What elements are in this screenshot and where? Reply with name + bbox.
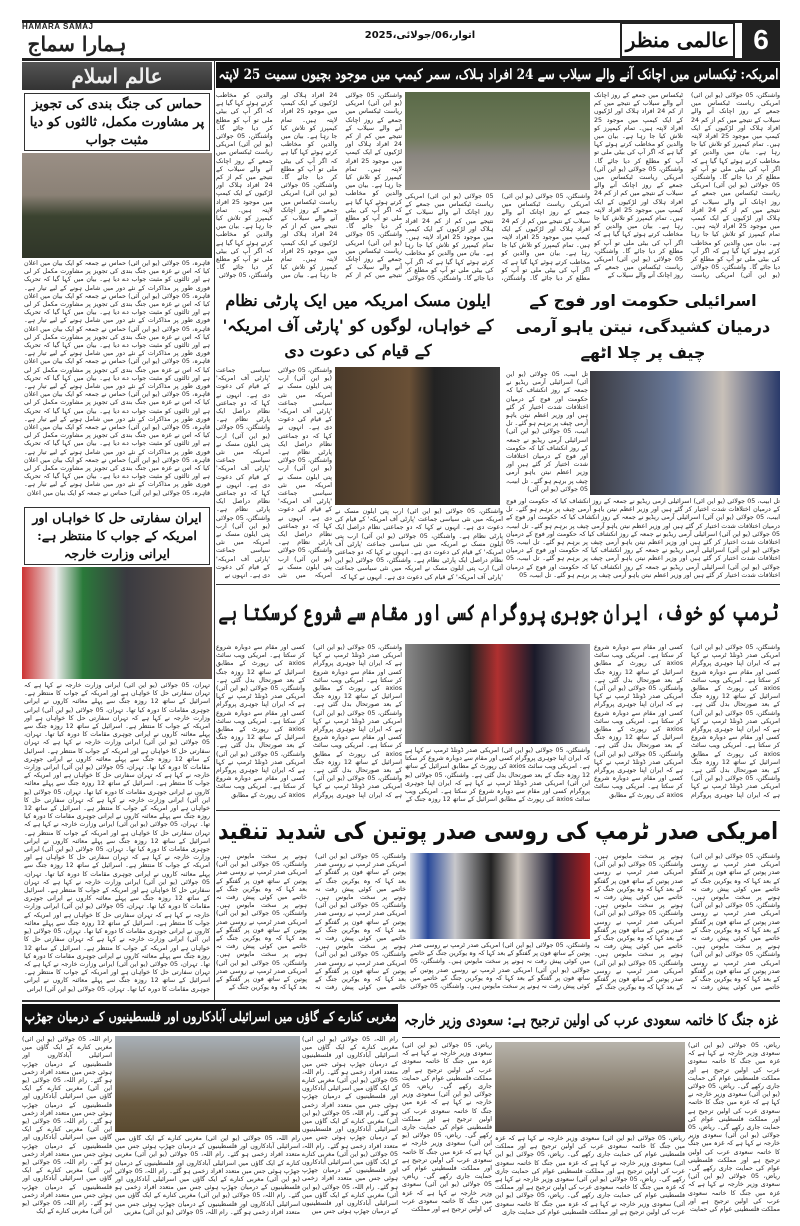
musk-article-body-left: واشنگٹن، 05 جولائی (یو این آئی) ارب پتی ایلون مسک نے امریکہ میں نئی سیاسی جماعت 'پارٹی آف امریکہ' کے قیام کی دعوت دی ہے۔ انہوں نے کہا کہ دو جماعتی نظام دراصل ایک پارٹی نظام ہے۔ واشنگٹن، 05 جولائی (یو این آئی) ارب پتی ایلون مسک نے امریکہ میں نئی سیاسی جماعت 'پارٹی آف امریکہ' کے قیام کی دعوت دی ہے۔ انہوں نے کہا کہ دو جماعتی نظام دراصل ایک پارٹی نظام ہے۔ واشنگٹن، 05 جولائی (یو این آئی) ارب پتی ایلون مسک نے امریکہ میں نئی سیاسی جماعت 'پارٹی آف امریکہ' کے قیام کی دعوت دی ہے۔ انہوں نے کہا کہ دو جماعتی نظام دراصل ایک پارٹی نظام ہے۔ واشنگٹن، 05 جولائی (یو این آئی) ارب پتی ایلون مسک نے امریکہ میں نئی سیاسی جماعت 'پارٹی آف امریکہ' کے قیام کی دعوت دی ہے۔ انہوں نے کہا کہ دو جماعتی نظام دراصل ایک پارٹی نظام ہے۔ واشنگٹن، 05 جولائی (یو این آئی) ارب پتی ایلون مسک نے امریکہ میں نئی سیاسی جماعت 'پارٹی آف امریکہ' کے قیام کی دعوت دی ہے۔ انہوں نے	[216, 367, 332, 580]
putin-criticism-headline: امریکی صدر ٹرمپ کی روسی صدر پوتین کی شدید تنقید	[218, 817, 779, 845]
putin-body-right: واشنگٹن، 05 جولائی (یو این آئی) امریکی صدر ٹرمپ نے روسی صدر پوتین کے ساتھ فون پر گفتگو کے بعد کہا کہ وہ یوکرین جنگ کے خاتمے میں کوئی پیش رفت نہ ہونے پر سخت مایوس ہیں۔ واشنگٹن، 05 جولائی (یو این آئی) امریکی صدر ٹرمپ نے روسی صدر پوتین کے ساتھ فون پر گفتگو کے بعد کہا کہ وہ یوکرین جنگ کے خاتمے میں کوئی پیش رفت نہ ہونے پر سخت مایوس ہیں۔ واشنگٹن، 05 جولائی (یو این آئی) امریکی صدر ٹرمپ نے روسی صدر پوتین کے ساتھ فون پر گفتگو کے بعد کہا کہ وہ یوکرین جنگ کے خاتمے میں کوئی پیش رفت نہ ہونے پر سخت مایوس ہیں۔ واشنگٹن، 05 جولائی (یو این آئی) امریکی صدر ٹرمپ نے روسی صدر پوتین کے ساتھ فون پر گفتگو کے بعد کہا کہ وہ یوکرین جنگ کے خاتمے میں کوئی پیش رفت نہ ہونے پر سخت مایوس ہیں۔ واشنگٹن، 05 جولائی (یو این آئی) امریکی صدر ٹرمپ نے روسی صدر پوتین کے ساتھ فون پر گفتگو کے بعد کہا کہ وہ یوکرین جنگ کے خاتمے میں کوئی پیش رفت نہ ہونے پر سخت مایوس ہیں۔ واشنگٹن، 05 جولائی (یو این آئی) امریکی صدر ٹرمپ نے روسی صدر پوتین کے ساتھ فون پر گفتگو کے بعد کہا کہ وہ یوکرین جنگ کے	[594, 853, 780, 992]
trump-press-photo	[405, 644, 590, 744]
israel-article-body-side: تل ابیب، 05 جولائی (یو این آئی) اسرائیلی آرمی ریڈیو نے جمعہ کے روز انکشاف کیا کہ حکومت اور فوج کے درمیان اختلافات شدت اختیار کر گئے ہیں اور وزیر اعظم نیتن یاہو آرمی چیف پر برہم ہو گئے۔ تل ابیب، 05 جولائی (یو این آئی) اسرائیلی آرمی ریڈیو نے جمعہ کے روز انکشاف کیا کہ حکومت اور فوج کے درمیان اختلافات شدت اختیار کر گئے ہیں اور وزیر اعظم نیتن یاہو آرمی چیف پر برہم ہو گئے۔ تل ابیب، 05 جولائی (یو این آئی)	[506, 371, 588, 493]
masthead-logo	[22, 22, 132, 58]
west-bank-body-right: رام اللہ، 05 جولائی (یو این آئی) مغربی کنارے کے ایک گاؤں میں اسرائیلی آبادکاروں اور فلسطینیوں کے درمیان جھڑپ ہوئی جس میں متعدد افراد زخمی ہو گئے۔ رام اللہ، 05 جولائی (یو این آئی) مغربی کنارے کے ایک گاؤں میں اسرائیلی آبادکاروں اور فلسطینیوں کے درمیان جھڑپ ہوئی جس میں متعدد افراد زخمی ہو گئے۔ رام اللہ، 05 جولائی (یو این آئی) مغربی کنارے کے ایک گاؤں میں اسرائیلی آبادکاروں اور فلسطینیوں کے درمیان جھڑپ ہوئی جس میں متعدد افراد زخمی ہو گئے۔ رام اللہ، 05 جولائی (یو این آئی) مغربی کنارے کے ایک گاؤں میں اسرائیلی آبادکاروں اور فلسطینیوں کے درمیان جھڑپ ہوئی جس میں متعدد افراد زخمی ہو گئے۔ رام اللہ، 05 جولائی (یو این آئی) مغربی کنارے کے ایک گاؤں میں اسرائیلی آبادکاروں اور فلسطینیوں کے درمیان جھڑپ ہوئی جس میں	[302, 1036, 398, 1216]
logo-urdu: ہمارا سماج	[27, 32, 127, 56]
saudi-body-left: ریاض، 05 جولائی (یو این آئی) سعودی وزیر خارجہ نے کہا ہے کہ غزہ میں جنگ کا خاتمہ سعودی عرب کی اولین ترجیح ہے اور مملکت فلسطینی عوام کی حمایت جاری رکھے گی۔ ریاض، 05 جولائی (یو این آئی) سعودی وزیر خارجہ نے کہا ہے کہ غزہ میں جنگ کا خاتمہ سعودی عرب کی اولین ترجیح ہے اور مملکت فلسطینی عوام کی حمایت جاری رکھے گی۔ ریاض، 05 جولائی (یو این آئی) سعودی وزیر خارجہ نے کہا ہے کہ غزہ میں جنگ کا خاتمہ سعودی عرب کی اولین ترجیح ہے اور مملکت فلسطینی عوام کی حمایت جاری رکھے گی۔ ریاض، 05 جولائی (یو این آئی) سعودی وزیر خارجہ نے کہا ہے کہ غزہ میں جنگ کا خاتمہ سعودی عرب کی اولین ترجیح ہے اور مملکت	[402, 1042, 492, 1214]
saudi-gaza-headline: غزہ جنگ کا خاتمہ سعودی عرب کی اولین ترجیح ہے: سعودی وزیر خارجہ	[404, 1011, 778, 1029]
west-bank-headline: مغربی کنارے کے گاؤں میں اسرائیلی آبادکاروں اور فلسطینیوں کے درمیان جھڑپ	[24, 1010, 397, 1025]
saudi-body-right: ریاض، 05 جولائی (یو این آئی) سعودی وزیر خارجہ نے کہا ہے کہ غزہ میں جنگ کا خاتمہ سعودی عرب کی اولین ترجیح ہے اور مملکت فلسطینی عوام کی حمایت جاری رکھے گی۔ ریاض، 05 جولائی (یو این آئی) سعودی وزیر خارجہ نے کہا ہے کہ غزہ میں جنگ کا خاتمہ سعودی عرب کی اولین ترجیح ہے اور مملکت فلسطینی عوام کی حمایت جاری رکھے گی۔ ریاض، 05 جولائی (یو این آئی) سعودی وزیر خارجہ نے کہا ہے کہ غزہ میں جنگ کا خاتمہ سعودی عرب کی اولین ترجیح ہے اور مملکت فلسطینی عوام کی حمایت جاری رکھے گی۔ ریاض، 05 جولائی (یو این آئی) سعودی وزیر خارجہ نے کہا ہے کہ غزہ میں جنگ کا خاتمہ سعودی عرب کی اولین ترجیح ہے اور مملکت فلسطینی عوام کی حمایت	[688, 1042, 780, 1214]
musk-photo	[335, 367, 500, 505]
iran-diplomacy-headline: ایران سفارتی حل کا خواہاں اور امریکہ کے جواب کا منتظر ہے: ایرانی وزارت خارجہ	[24, 507, 210, 565]
flood-rescue-photo	[405, 92, 590, 190]
gaza-crowd-photo	[495, 1042, 685, 1132]
putin-headline-box	[216, 812, 780, 850]
section-title: عالمی منظر	[620, 22, 735, 58]
israel-article-body: تل ابیب، 05 جولائی (یو این آئی) اسرائیلی آرمی ریڈیو نے جمعہ کے روز انکشاف کیا کہ حکومت اور فوج کے درمیان اختلافات شدت اختیار کر گئے ہیں اور وزیر اعظم نیتن یاہو آرمی چیف پر برہم ہو گئے۔ تل ابیب، 05 جولائی (یو این آئی) اسرائیلی آرمی ریڈیو نے جمعہ کے روز انکشاف کیا کہ حکومت اور فوج کے درمیان اختلافات شدت اختیار کر گئے ہیں اور وزیر اعظم نیتن یاہو آرمی چیف پر برہم ہو گئے۔ تل ابیب، 05 جولائی (یو این آئی) اسرائیلی آرمی ریڈیو نے جمعہ کے روز انکشاف کیا کہ حکومت اور فوج کے درمیان اختلافات شدت اختیار کر گئے ہیں اور وزیر اعظم نیتن یاہو آرمی چیف پر برہم ہو گئے۔ تل ابیب، 05 جولائی (یو این آئی) اسرائیلی آرمی ریڈیو نے جمعہ کے روز انکشاف کیا کہ حکومت اور فوج کے درمیان اختلافات شدت اختیار کر گئے ہیں اور وزیر اعظم نیتن یاہو آرمی چیف پر برہم ہو گئے۔ تل ابیب، 05 جولائی (یو این آئی) اسرائیلی آرمی ریڈیو نے جمعہ کے روز انکشاف کیا کہ حکومت اور فوج کے درمیان اختلافات شدت اختیار کر گئے ہیں اور وزیر اعظم نیتن یاہو آرمی چیف پر برہم ہو گئے۔ تل ابیب، 05	[506, 498, 780, 579]
texas-flood-body-middle: واشنگٹن، 05 جولائی (یو این آئی) امریکی ریاست ٹیکساس میں جمعے کے روز اچانک آنے والے سیلاب کے نتیجے میں کم از کم 24 افراد ہلاک اور لڑکیوں کے ایک کیمپ میں موجود 25 افراد لاپتہ ہیں۔ تمام کیمپرز کو تلاش کیا جا رہا ہے۔ بیان میں والدین کو مخاطب کرتے ہوئے کہا گیا ہے کہ اگر آپ کی بیٹی ملی تو آپ کو مطلع کر دیا جائے گا۔ واشنگٹن، 05 جولائی (یو این آئی) امریکی ریاست ٹیکساس میں جمعے کے روز اچانک آنے والے سیلاب کے نتیجے میں کم از کم 24 افراد ہلاک اور لڑکیوں کے ایک کیمپ میں موجود 25 افراد لاپتہ ہیں۔ تمام کیمپرز کو تلاش کیا جا رہا ہے۔ بیان میں والدین کو مخاطب کرتے ہوئے کہا گیا ہے کہ اگر آپ کی بیٹی ملی تو آپ کو مطلع کر دیا جائے گا۔ واشنگٹن، 05 جولائی	[405, 193, 590, 283]
iran-nuclear-body-left: واشنگٹن، 05 جولائی (یو این آئی) امریکی صدر ڈونلڈ ٹرمپ نے کہا ہے کہ ایران اپنا جوہری پروگرام کسی اور مقام سے دوبارہ شروع کر سکتا ہے۔ امریکی ویب سائٹ axios کی رپورٹ کے مطابق اسرائیل کے ساتھ 12 روزہ جنگ کے بعد صورتحال بدل گئی ہے۔ واشنگٹن، 05 جولائی (یو این آئی) امریکی صدر ڈونلڈ ٹرمپ نے کہا ہے کہ ایران اپنا جوہری پروگرام کسی اور مقام سے دوبارہ شروع کر سکتا ہے۔ امریکی ویب سائٹ axios کی رپورٹ کے مطابق اسرائیل کے ساتھ 12 روزہ جنگ کے بعد صورتحال بدل گئی ہے۔ واشنگٹن، 05 جولائی (یو این آئی) امریکی صدر ڈونلڈ ٹرمپ نے کہا ہے کہ ایران اپنا جوہری پروگرام کسی اور مقام سے دوبارہ شروع کر سکتا ہے۔ امریکی ویب سائٹ axios کی رپورٹ کے مطابق اسرائیل کے ساتھ 12 روزہ جنگ کے بعد صورتحال بدل گئی ہے۔ واشنگٹن، 05 جولائی (یو این آئی) امریکی صدر ڈونلڈ ٹرمپ نے کہا ہے کہ ایران اپنا جوہری پروگرام کسی اور مقام سے دوبارہ شروع کر سکتا ہے۔ امریکی ویب سائٹ axios کی رپورٹ کے مطابق اسرائیل کے ساتھ 12 روزہ جنگ کے بعد صورتحال بدل گئی ہے۔ واشنگٹن، 05 جولائی (یو این آئی) امریکی صدر ڈونلڈ ٹرمپ نے کہا ہے کہ ایران اپنا جوہری پروگرام کسی اور مقام سے دوبارہ شروع کر سکتا ہے۔ امریکی ویب سائٹ axios کی رپورٹ کے مطابق	[216, 644, 402, 799]
west-bank-body-left: رام اللہ، 05 جولائی (یو این آئی) مغربی کنارے کے ایک گاؤں میں اسرائیلی آبادکاروں اور فلسطینیوں کے درمیان جھڑپ ہوئی جس میں متعدد افراد زخمی ہو گئے۔ رام اللہ، 05 جولائی (یو این آئی) مغربی کنارے کے ایک گاؤں میں اسرائیلی آبادکاروں اور فلسطینیوں کے درمیان جھڑپ ہوئی جس میں متعدد افراد زخمی ہو گئے۔ رام اللہ، 05 جولائی (یو این آئی) مغربی کنارے کے ایک گاؤں میں اسرائیلی آبادکاروں اور فلسطینیوں کے درمیان جھڑپ ہوئی جس میں متعدد افراد زخمی ہو گئے۔ رام اللہ، 05 جولائی (یو این آئی) مغربی کنارے کے ایک گاؤں میں اسرائیلی آبادکاروں اور فلسطینیوں کے درمیان جھڑپ ہوئی جس میں متعدد افراد زخمی ہو گئے۔ رام اللہ، 05 جولائی (یو این آئی) مغربی کنارے کے ایک	[22, 1036, 112, 1216]
putin-body-left: واشنگٹن، 05 جولائی (یو این آئی) امریکی صدر ٹرمپ نے روسی صدر پوتین کے ساتھ فون پر گفتگو کے بعد کہا کہ وہ یوکرین جنگ کے خاتمے میں کوئی پیش رفت نہ ہونے پر سخت مایوس ہیں۔ واشنگٹن، 05 جولائی (یو این آئی) امریکی صدر ٹرمپ نے روسی صدر پوتین کے ساتھ فون پر گفتگو کے بعد کہا کہ وہ یوکرین جنگ کے خاتمے میں کوئی پیش رفت نہ ہونے پر سخت مایوس ہیں۔ واشنگٹن، 05 جولائی (یو این آئی) امریکی صدر ٹرمپ نے روسی صدر پوتین کے ساتھ فون پر گفتگو کے بعد کہا کہ وہ یوکرین جنگ کے خاتمے میں کوئی پیش رفت نہ ہونے پر سخت مایوس ہیں۔ واشنگٹن، 05 جولائی (یو این آئی) امریکی صدر ٹرمپ نے روسی صدر پوتین کے ساتھ فون پر گفتگو کے بعد کہا کہ وہ یوکرین جنگ کے خاتمے میں کوئی پیش رفت نہ ہونے پر سخت مایوس ہیں۔ واشنگٹن، 05 جولائی (یو این آئی) امریکی صدر ٹرمپ نے روسی صدر پوتین کے ساتھ فون پر گفتگو کے بعد کہا کہ وہ یوکرین جنگ کے خاتمے میں کوئی پیش رفت نہ ہونے پر سخت مایوس ہیں۔ واشنگٹن، 05 جولائی (یو این آئی) امریکی صدر ٹرمپ نے روسی صدر پوتین کے ساتھ فون پر گفتگو کے بعد کہا کہ وہ یوکرین جنگ کے	[216, 853, 406, 992]
iran-diplomacy-article-body: تہران، 05 جولائی (یو این آئی) ایرانی وزارت خارجہ نے کہا ہے کہ تہران سفارتی حل کا خواہاں ہے اور امریکہ کے جواب کا منتظر ہے۔ اسرائیل کے ساتھ 12 روزہ جنگ سے پہلے معائنہ کاروں نے ایرانی جوہری مقامات کا دورہ کیا تھا۔ تہران، 05 جولائی (یو این آئی) ایرانی وزارت خارجہ نے کہا ہے کہ تہران سفارتی حل کا خواہاں ہے اور امریکہ کے جواب کا منتظر ہے۔ اسرائیل کے ساتھ 12 روزہ جنگ سے پہلے معائنہ کاروں نے ایرانی جوہری مقامات کا دورہ کیا تھا۔ تہران، 05 جولائی (یو این آئی) ایرانی وزارت خارجہ نے کہا ہے کہ تہران سفارتی حل کا خواہاں ہے اور امریکہ کے جواب کا منتظر ہے۔ اسرائیل کے ساتھ 12 روزہ جنگ سے پہلے معائنہ کاروں نے ایرانی جوہری مقامات کا دورہ کیا تھا۔ تہران، 05 جولائی (یو این آئی) ایرانی وزارت خارجہ نے کہا ہے کہ تہران سفارتی حل کا خواہاں ہے اور امریکہ کے جواب کا منتظر ہے۔ اسرائیل کے ساتھ 12 روزہ جنگ سے پہلے معائنہ کاروں نے ایرانی جوہری مقامات کا دورہ کیا تھا۔ تہران، 05 جولائی (یو این آئی) ایرانی وزارت خارجہ نے کہا ہے کہ تہران سفارتی حل کا خواہاں ہے اور امریکہ کے جواب کا منتظر ہے۔ اسرائیل کے ساتھ 12 روزہ جنگ سے پہلے معائنہ کاروں نے ایرانی جوہری مقامات کا دورہ کیا تھا۔ تہران، 05 جولائی (یو این آئی) ایرانی وزارت خارجہ نے کہا ہے کہ تہران سفارتی حل کا خواہاں ہے اور امریکہ کے جواب کا منتظر ہے۔ اسرائیل کے ساتھ 12 روزہ جنگ سے پہلے معائنہ کاروں نے ایرانی جوہری مقامات کا دورہ کیا تھا۔ تہران، 05 جولائی (یو این آئی) ایرانی وزارت خارجہ نے کہا ہے کہ تہران سفارتی حل کا خواہاں ہے اور امریکہ کے جواب کا منتظر ہے۔ اسرائیل کے ساتھ 12 روزہ جنگ سے پہلے معائنہ کاروں نے ایرانی جوہری مقامات کا دورہ کیا تھا۔ تہران، 05 جولائی (یو این آئی) ایرانی وزارت خارجہ نے کہا ہے کہ تہران سفارتی حل کا خواہاں ہے اور امریکہ کے جواب کا منتظر ہے۔ اسرائیل کے ساتھ 12 روزہ جنگ سے پہلے معائنہ کاروں نے ایرانی جوہری مقامات کا دورہ کیا تھا۔ تہران، 05 جولائی (یو این آئی) ایرانی وزارت خارجہ نے کہا ہے کہ تہران سفارتی حل کا خواہاں ہے اور امریکہ کے جواب کا منتظر ہے۔ اسرائیل کے ساتھ 12 روزہ جنگ سے پہلے معائنہ کاروں نے ایرانی جوہری مقامات کا دورہ کیا تھا۔ تہران، 05 جولائی (یو این آئی) ایرانی وزارت خارجہ نے کہا ہے کہ تہران سفارتی حل کا خواہاں ہے اور امریکہ کے جواب کا منتظر ہے۔ اسرائیل کے ساتھ 12 روزہ جنگ سے پہلے معائنہ کاروں نے ایرانی جوہری مقامات کا دورہ کیا تھا۔ تہران، 05 جولائی (یو این آئی) ایرانی وزارت خارجہ نے کہا ہے کہ تہران سفارتی حل کا خواہاں ہے اور امریکہ کے جواب کا منتظر ہے۔ اسرائیل کے ساتھ 12 روزہ جنگ سے پہلے معائنہ کاروں نے ایرانی جوہری مقامات کا دورہ کیا تھا۔ تہران، 05 جولائی (یو این آئی) ایرانی	[24, 682, 210, 993]
saudi-gaza-headline-box	[402, 1004, 780, 1038]
trump-putin-photo	[410, 853, 590, 939]
iran-nuclear-headline: ٹرمپ کو خوف، ایران جوہری پروگرام کسی اور مقام سے شروع کرسکتا ہے	[218, 600, 779, 626]
saudi-body-middle: ریاض، 05 جولائی (یو این آئی) سعودی وزیر خارجہ نے کہا ہے کہ غزہ میں جنگ کا خاتمہ سعودی عرب کی اولین ترجیح ہے اور مملکت فلسطینی عوام کی حمایت جاری رکھے گی۔ ریاض، 05 جولائی (یو این آئی) سعودی وزیر خارجہ نے کہا ہے کہ غزہ میں جنگ کا خاتمہ سعودی عرب کی اولین ترجیح ہے اور مملکت فلسطینی عوام کی حمایت جاری رکھے گی۔ ریاض، 05 جولائی (یو این آئی) سعودی وزیر خارجہ نے کہا ہے کہ غزہ میں جنگ کا خاتمہ سعودی عرب کی اولین ترجیح ہے اور مملکت فلسطینی عوام کی حمایت جاری رکھے گی۔ ریاض، 05 جولائی (یو این آئی) سعودی وزیر خارجہ نے کہا ہے کہ غزہ میں جنگ کا خاتمہ سعودی عرب کی اولین ترجیح ہے اور مملکت فلسطینی عوام کی حمایت جاری	[495, 1135, 685, 1216]
west-bank-clash-photo	[115, 1036, 300, 1132]
section-divider	[216, 810, 780, 811]
west-bank-banner	[22, 1004, 398, 1032]
iran-nuclear-headline-box	[216, 588, 780, 638]
logo-english: HAMARA SAMAJ	[22, 22, 94, 31]
musk-headline: ایلون مسک امریکہ میں ایک پارٹی نظام کے خواہاں، لوگوں کو 'پارٹی آف امریکہ' کے قیام کی دعوت دی	[222, 291, 494, 360]
netanyahu-army-chief-photo	[590, 371, 780, 495]
header-bottom-rule	[22, 58, 780, 61]
section-divider	[22, 1000, 780, 1002]
texas-flood-body-left: واشنگٹن، 05 جولائی (یو این آئی) امریکی ریاست ٹیکساس میں جمعے کے روز اچانک آنے والے سیلاب کے نتیجے میں کم از کم 24 افراد ہلاک اور لڑکیوں کے ایک کیمپ میں موجود 25 افراد لاپتہ ہیں۔ تمام کیمپرز کو تلاش کیا جا رہا ہے۔ بیان میں والدین کو مخاطب کرتے ہوئے کہا گیا ہے کہ اگر آپ کی بیٹی ملی تو آپ کو مطلع کر دیا جائے گا۔ واشنگٹن، 05 جولائی (یو این آئی) امریکی ریاست ٹیکساس میں جمعے کے روز اچانک آنے والے سیلاب کے نتیجے میں کم از کم 24 افراد ہلاک اور لڑکیوں کے ایک کیمپ میں موجود 25 افراد لاپتہ ہیں۔ تمام کیمپرز کو تلاش کیا جا رہا ہے۔ بیان میں والدین کو مخاطب کرتے ہوئے کہا گیا ہے کہ اگر آپ کی بیٹی ملی تو آپ کو مطلع کر دیا جائے گا۔ واشنگٹن، 05 جولائی (یو این آئی) امریکی ریاست ٹیکساس میں جمعے کے روز اچانک آنے والے سیلاب کے نتیجے میں کم از کم 24 افراد ہلاک اور لڑکیوں کے ایک کیمپ میں موجود 25 افراد لاپتہ ہیں۔ تمام کیمپرز کو تلاش کیا جا رہا ہے۔ بیان میں والدین کو مخاطب کرتے ہوئے کہا گیا ہے کہ اگر آپ کی بیٹی ملی تو آپ کو مطلع کر دیا جائے گا۔ واشنگٹن، 05 جولائی (یو این آئی) امریکی ریاست ٹیکساس میں جمعے کے روز اچانک آنے والے سیلاب کے نتیجے میں کم از کم 24 افراد ہلاک اور لڑکیوں کے ایک کیمپ میں موجود 25 افراد لاپتہ ہیں۔ تمام کیمپرز کو تلاش کیا جا رہا ہے۔ بیان میں والدین کو مخاطب کرتے ہوئے کہا گیا ہے کہ اگر آپ کی بیٹی ملی تو آپ کو مطلع کر دیا جائے گا۔ واشنگٹن، 05 جولائی	[216, 92, 402, 280]
section-divider	[216, 584, 780, 585]
page-number: 6	[742, 22, 780, 58]
texas-flood-banner	[216, 62, 780, 88]
putin-body-middle: واشنگٹن، 05 جولائی (یو این آئی) امریکی صدر ٹرمپ نے روسی صدر پوتین کے ساتھ فون پر گفتگو کے بعد کہا کہ وہ یوکرین جنگ کے خاتمے میں کوئی پیش رفت نہ ہونے پر سخت مایوس ہیں۔ واشنگٹن، 05 جولائی (یو این آئی) امریکی صدر ٹرمپ نے روسی صدر پوتین کے ساتھ فون پر گفتگو کے بعد کہا کہ وہ یوکرین جنگ کے خاتمے میں کوئی پیش رفت نہ ہونے پر سخت مایوس ہیں۔ واشنگٹن، 05 جولائی	[410, 942, 590, 991]
iran-nuclear-body-middle: واشنگٹن، 05 جولائی (یو این آئی) امریکی صدر ڈونلڈ ٹرمپ نے کہا ہے کہ ایران اپنا جوہری پروگرام کسی اور مقام سے دوبارہ شروع کر سکتا ہے۔ امریکی ویب سائٹ axios کی رپورٹ کے مطابق اسرائیل کے ساتھ 12 روزہ جنگ کے بعد صورتحال بدل گئی ہے۔ واشنگٹن، 05 جولائی (یو این آئی) امریکی صدر ڈونلڈ ٹرمپ نے کہا ہے کہ ایران اپنا جوہری پروگرام کسی اور مقام سے دوبارہ شروع کر سکتا ہے۔ امریکی ویب سائٹ axios کی رپورٹ کے مطابق اسرائیل کے ساتھ 12 روزہ جنگ کے	[405, 747, 590, 804]
israel-tension-headline: اسرائیلی حکومت اور فوج کے درمیان کشیدگی، نیتن یاہو آرمی چیف پر چلا اٹھے	[515, 291, 771, 362]
west-bank-body-middle: رام اللہ، 05 جولائی (یو این آئی) مغربی کنارے کے ایک گاؤں میں اسرائیلی آبادکاروں اور فلسطینیوں کے درمیان جھڑپ ہوئی جس میں متعدد افراد زخمی ہو گئے۔ رام اللہ، 05 جولائی (یو این آئی) مغربی کنارے کے ایک گاؤں میں اسرائیلی آبادکاروں اور فلسطینیوں کے درمیان جھڑپ ہوئی جس میں متعدد افراد زخمی ہو گئے۔ رام اللہ، 05 جولائی (یو این آئی) مغربی کنارے کے ایک گاؤں میں اسرائیلی آبادکاروں اور فلسطینیوں کے درمیان جھڑپ ہوئی جس میں متعدد افراد زخمی ہو گئے۔ رام اللہ، 05 جولائی (یو این آئی) مغربی کنارے کے ایک گاؤں میں اسرائیلی آبادکاروں اور فلسطینیوں کے درمیان جھڑپ ہوئی جس میں متعدد افراد زخمی ہو گئے۔ رام اللہ، 05 جولائی (یو این آئی) مغربی	[115, 1135, 300, 1216]
hamas-headline: حماس کی جنگ بندی کی تجویز پر مشاورت مکمل، ثالثوں کو دیا مثبت جواب	[24, 93, 210, 151]
texas-flood-headline: امریکہ: ٹیکساس میں اچانک آنے والے سیلاب سے 24 افراد ہلاک، سمر کیمپ میں موجود بچیوں سمیت 25 لاپتہ	[218, 67, 778, 83]
iran-nuclear-body-right: واشنگٹن، 05 جولائی (یو این آئی) امریکی صدر ڈونلڈ ٹرمپ نے کہا ہے کہ ایران اپنا جوہری پروگرام کسی اور مقام سے دوبارہ شروع کر سکتا ہے۔ امریکی ویب سائٹ axios کی رپورٹ کے مطابق اسرائیل کے ساتھ 12 روزہ جنگ کے بعد صورتحال بدل گئی ہے۔ واشنگٹن، 05 جولائی (یو این آئی) امریکی صدر ڈونلڈ ٹرمپ نے کہا ہے کہ ایران اپنا جوہری پروگرام کسی اور مقام سے دوبارہ شروع کر سکتا ہے۔ امریکی ویب سائٹ axios کی رپورٹ کے مطابق اسرائیل کے ساتھ 12 روزہ جنگ کے بعد صورتحال بدل گئی ہے۔ واشنگٹن، 05 جولائی (یو این آئی) امریکی صدر ڈونلڈ ٹرمپ نے کہا ہے کہ ایران اپنا جوہری پروگرام کسی اور مقام سے دوبارہ شروع کر سکتا ہے۔ امریکی ویب سائٹ axios کی رپورٹ کے مطابق اسرائیل کے ساتھ 12 روزہ جنگ کے بعد صورتحال بدل گئی ہے۔ واشنگٹن، 05 جولائی (یو این آئی) امریکی صدر ڈونلڈ ٹرمپ نے کہا ہے کہ ایران اپنا جوہری پروگرام کسی اور مقام سے دوبارہ شروع کر سکتا ہے۔ امریکی ویب سائٹ axios کی رپورٹ کے مطابق اسرائیل کے ساتھ 12 روزہ جنگ کے بعد صورتحال بدل گئی ہے۔ واشنگٹن، 05 جولائی (یو این آئی) امریکی صدر ڈونلڈ ٹرمپ نے کہا ہے کہ ایران اپنا جوہری پروگرام کسی اور مقام سے دوبارہ شروع کر سکتا ہے۔ امریکی ویب سائٹ axios کی رپورٹ کے مطابق	[594, 644, 780, 799]
texas-flood-body-right: واشنگٹن، 05 جولائی (یو این آئی) امریکی ریاست ٹیکساس میں جمعے کے روز اچانک آنے والے سیلاب کے نتیجے میں کم از کم 24 افراد ہلاک اور لڑکیوں کے ایک کیمپ میں موجود 25 افراد لاپتہ ہیں۔ تمام کیمپرز کو تلاش کیا جا رہا ہے۔ بیان میں والدین کو مخاطب کرتے ہوئے کہا گیا ہے کہ اگر آپ کی بیٹی ملی تو آپ کو مطلع کر دیا جائے گا۔ واشنگٹن، 05 جولائی (یو این آئی) امریکی ریاست ٹیکساس میں جمعے کے روز اچانک آنے والے سیلاب کے نتیجے میں کم از کم 24 افراد ہلاک اور لڑکیوں کے ایک کیمپ میں موجود 25 افراد لاپتہ ہیں۔ تمام کیمپرز کو تلاش کیا جا رہا ہے۔ بیان میں والدین کو مخاطب کرتے ہوئے کہا گیا ہے کہ اگر آپ کی بیٹی ملی تو آپ کو مطلع کر دیا جائے گا۔ واشنگٹن، 05 جولائی (یو این آئی) امریکی ریاست ٹیکساس میں جمعے کے روز اچانک آنے والے سیلاب کے نتیجے میں کم از کم 24 افراد ہلاک اور لڑکیوں کے ایک کیمپ میں موجود 25 افراد لاپتہ ہیں۔ تمام کیمپرز کو تلاش کیا جا رہا ہے۔ بیان میں والدین کو مخاطب کرتے ہوئے کہا گیا ہے کہ اگر آپ کی بیٹی ملی تو آپ کو مطلع کر دیا جائے گا۔ واشنگٹن، 05 جولائی (یو این آئی) امریکی ریاست ٹیکساس میں جمعے کے روز اچانک آنے والے سیلاب کے نتیجے میں کم از کم 24 افراد ہلاک اور لڑکیوں کے ایک کیمپ میں موجود 25 افراد لاپتہ ہیں۔ تمام کیمپرز کو تلاش کیا جا رہا ہے۔ بیان میں والدین کو مخاطب کرتے ہوئے کہا گیا ہے کہ اگر آپ کی بیٹی ملی تو آپ کو مطلع کر دیا جائے گا۔ واشنگٹن، 05 جولائی (یو این آئی) امریکی ریاست ٹیکساس میں جمعے کے روز اچانک آنے والے سیلاب کے	[594, 92, 780, 280]
column-divider	[214, 60, 215, 1000]
iranian-official-photo	[22, 567, 212, 679]
hamas-article-body: قاہرہ، 05 جولائی (یو این آئی) حماس نے جمعہ کو ایک بیان میں اعلان کیا کہ اس نے غزہ میں جنگ بندی کی تجویز پر مشاورت مکمل کر لی ہے اور ثالثوں کو مثبت جواب دے دیا ہے۔ بیان میں کہا گیا کہ تحریک فوری طور پر مذاکرات کے نئے دور میں شامل ہونے کے لیے تیار ہے۔ قاہرہ، 05 جولائی (یو این آئی) حماس نے جمعہ کو ایک بیان میں اعلان کیا کہ اس نے غزہ میں جنگ بندی کی تجویز پر مشاورت مکمل کر لی ہے اور ثالثوں کو مثبت جواب دے دیا ہے۔ بیان میں کہا گیا کہ تحریک فوری طور پر مذاکرات کے نئے دور میں شامل ہونے کے لیے تیار ہے۔ قاہرہ، 05 جولائی (یو این آئی) حماس نے جمعہ کو ایک بیان میں اعلان کیا کہ اس نے غزہ میں جنگ بندی کی تجویز پر مشاورت مکمل کر لی ہے اور ثالثوں کو مثبت جواب دے دیا ہے۔ بیان میں کہا گیا کہ تحریک فوری طور پر مذاکرات کے نئے دور میں شامل ہونے کے لیے تیار ہے۔ قاہرہ، 05 جولائی (یو این آئی) حماس نے جمعہ کو ایک بیان میں اعلان کیا کہ اس نے غزہ میں جنگ بندی کی تجویز پر مشاورت مکمل کر لی ہے اور ثالثوں کو مثبت جواب دے دیا ہے۔ بیان میں کہا گیا کہ تحریک فوری طور پر مذاکرات کے نئے دور میں شامل ہونے کے لیے تیار ہے۔ قاہرہ، 05 جولائی (یو این آئی) حماس نے جمعہ کو ایک بیان میں اعلان کیا کہ اس نے غزہ میں جنگ بندی کی تجویز پر مشاورت مکمل کر لی ہے اور ثالثوں کو مثبت جواب دے دیا ہے۔ بیان میں کہا گیا کہ تحریک فوری طور پر مذاکرات کے نئے دور میں شامل ہونے کے لیے تیار ہے۔ قاہرہ، 05 جولائی (یو این آئی) حماس نے جمعہ کو ایک بیان میں اعلان کیا کہ اس نے غزہ میں جنگ بندی کی تجویز پر مشاورت مکمل کر لی ہے اور ثالثوں کو مثبت جواب دے دیا ہے۔ بیان میں کہا گیا کہ تحریک فوری طور پر مذاکرات کے نئے دور میں شامل ہونے کے لیے تیار ہے۔ قاہرہ، 05 جولائی (یو این آئی) حماس نے جمعہ کو ایک بیان میں اعلان کیا کہ اس نے غزہ میں جنگ بندی کی تجویز پر مشاورت مکمل کر لی ہے اور ثالثوں کو مثبت جواب دے دیا ہے۔ بیان میں کہا گیا کہ تحریک فوری طور پر مذاکرات کے نئے دور میں شامل ہونے کے لیے تیار ہے۔ قاہرہ، 05 جولائی (یو این آئی) حماس نے جمعہ کو ایک بیان میں اعلان	[24, 260, 210, 497]
musk-article-body-bottom: واشنگٹن، 05 جولائی (یو این آئی) ارب پتی ایلون مسک نے امریکہ میں نئی سیاسی جماعت 'پارٹی آف امریکہ' کے قیام کی دعوت دی ہے۔ انہوں نے کہا کہ دو جماعتی نظام دراصل ایک پارٹی نظام ہے۔ واشنگٹن، 05 جولائی (یو این آئی) ارب پتی ایلون مسک نے امریکہ میں نئی سیاسی جماعت 'پارٹی آف امریکہ' کے قیام کی دعوت دی ہے۔ انہوں نے کہا کہ دو جماعتی نظام دراصل ایک پارٹی نظام ہے۔ واشنگٹن، 05 جولائی (یو این آئی) ارب پتی ایلون مسک نے امریکہ میں نئی سیاسی جماعت 'پارٹی آف امریکہ' کے قیام کی دعوت دی ہے۔ انہوں نے کہا کہ	[335, 508, 503, 581]
hamas-fighters-photo	[22, 153, 212, 258]
islam-world-banner: عالم اسلام	[22, 62, 212, 90]
issue-date: اتوار،06/جولائی،2025	[364, 30, 476, 41]
